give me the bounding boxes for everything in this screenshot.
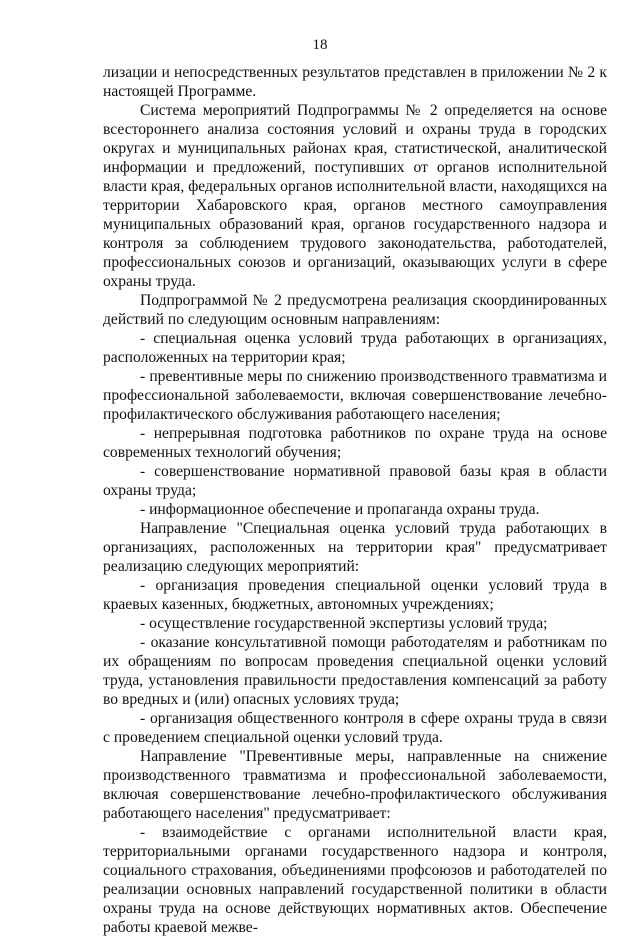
list-item: - совершенствование нормативной правовой базы края в области охраны труда; bbox=[103, 463, 607, 499]
paragraph: Направление "Специальная оценка условий труда работающих в организациях, расположенных на территории края" предусматривает реализацию следующих мероприятий: bbox=[103, 520, 607, 575]
list-item: - информационное обеспечение и пропаганда охраны труда. bbox=[140, 501, 540, 518]
paragraph: Направление "Превентивные меры, направленные на снижение производственного травматизма и профессиональной заболеваемости, включая совершенствование лечебно-профилактического обслуживания работающего населения" предусматривает: bbox=[103, 748, 607, 822]
paragraph: Система мероприятий Подпрограммы № 2 определяется на основе всестороннего анализа состояния условий и охраны труда в городских округах и муниципальных районах края, статистической, аналитической информации и предложений, поступивших от органов исполнительной власти края, федеральных органов исполнительной власти, находящихся на территории Хабаровского края, органов местного самоуправления муниципальных образований края, органов государственного надзора и контроля за соблюдением трудового законодательства, работодателей, профессиональных союзов и организаций, оказывающих услуги в сфере охраны труда. bbox=[103, 102, 607, 290]
list-item: - организация проведения специальной оценки условий труда в краевых казенных, бюджетных, автономных учреждениях; bbox=[103, 577, 607, 613]
list-item: - взаимодействие с органами исполнительной власти края, территориальными органами государственного надзора и контроля, социального страхования, объединениями профсоюзов и работодателей по реализации основных направлений государственной политики в области охраны труда на основе действующих нормативных актов. Обеспечение работы краевой межве- bbox=[103, 824, 607, 936]
paragraph-continuation: лизации и непосредственных результатов представлен в приложении № 2 к настоящей Программе. bbox=[103, 64, 607, 100]
list-item: - превентивные меры по снижению производственного травматизма и профессиональной заболеваемости, включая совершенствование лечебно-профилактического обслуживания работающего населения; bbox=[103, 368, 607, 423]
paragraph: Подпрограммой № 2 предусмотрена реализация скоординированных действий по следующим основным направлениям: bbox=[103, 292, 607, 328]
list-item: - специальная оценка условий труда работающих в организациях, расположенных на территории края; bbox=[103, 330, 607, 366]
list-item: - оказание консультативной помощи работодателям и работникам по их обращениям по вопросам проведения специальной оценки условий труда, установления правильности предоставления компенсаций за работу во вредных и (или) опасных условиях труда; bbox=[103, 634, 607, 708]
list-item: - организация общественного контроля в сфере охраны труда в связи с проведением специальной оценки условий труда. bbox=[103, 710, 607, 746]
list-item: - непрерывная подготовка работников по охране труда на основе современных технологий обучения; bbox=[103, 425, 607, 461]
document-body bbox=[103, 63, 607, 937]
list-item: - осуществление государственной экспертизы условий труда; bbox=[140, 615, 548, 632]
page-number: 18 bbox=[312, 37, 328, 53]
